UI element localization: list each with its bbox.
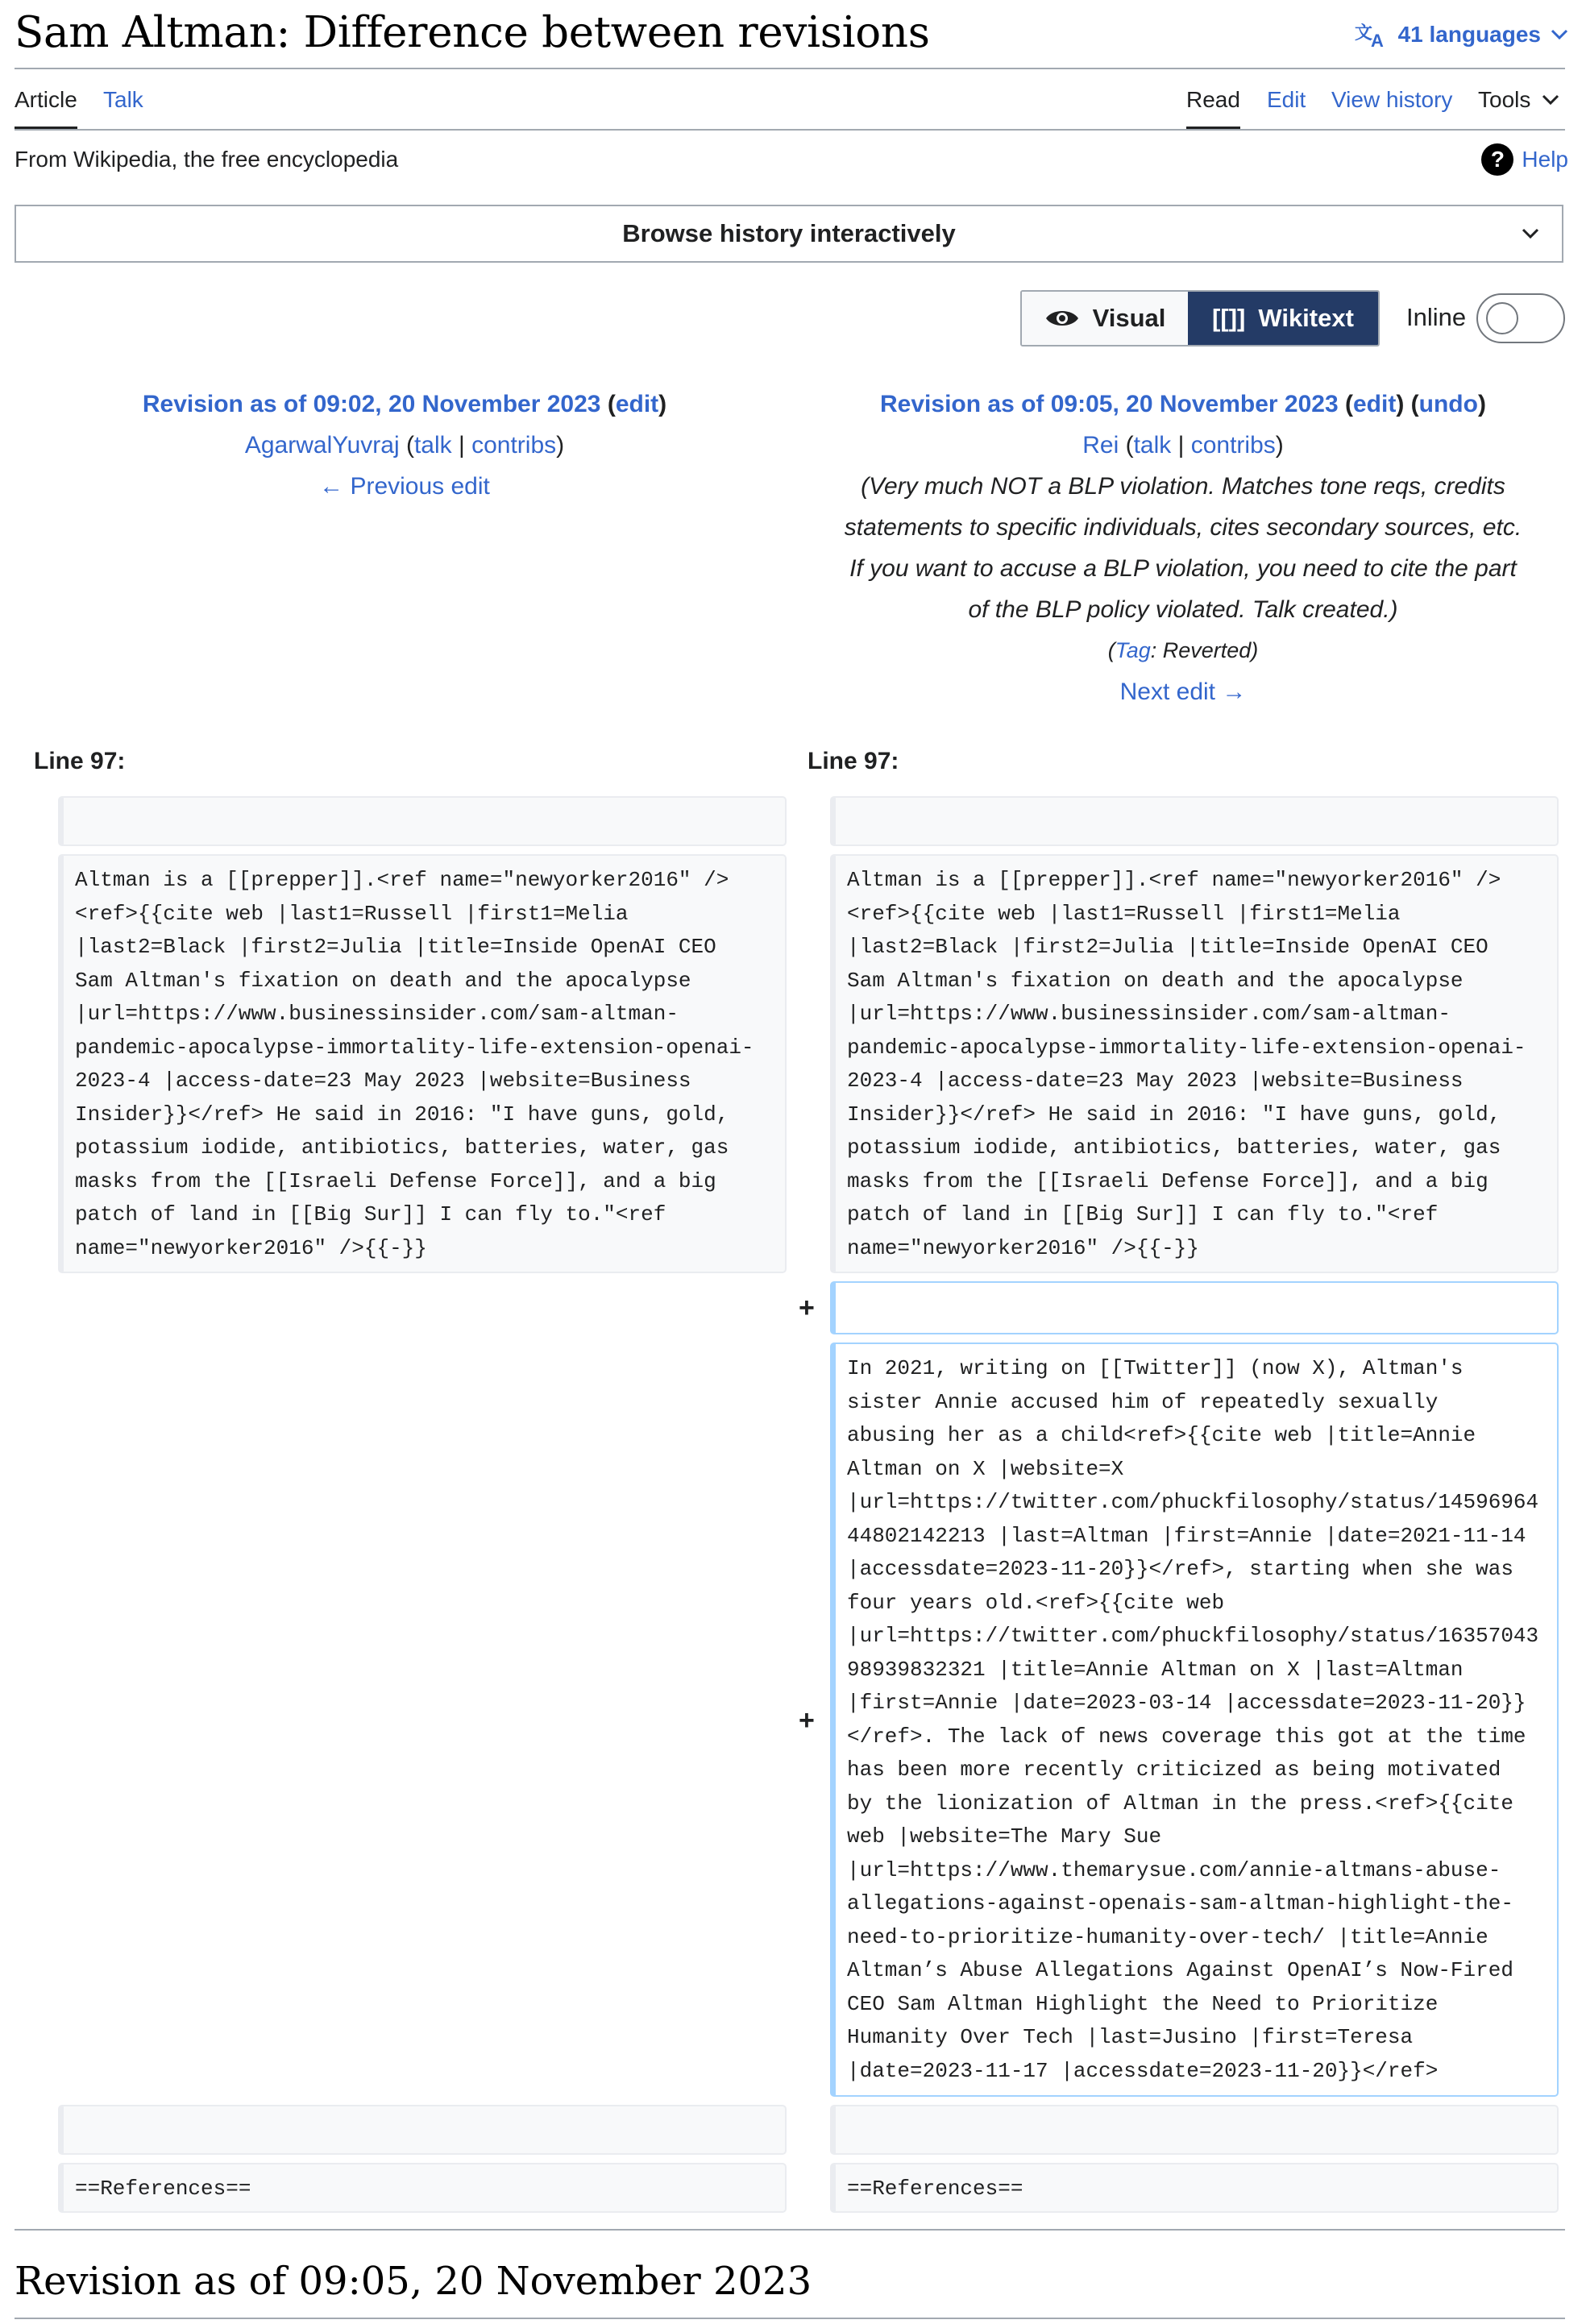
chevron-down-icon bbox=[1542, 94, 1559, 106]
help-icon: ? bbox=[1481, 143, 1513, 176]
browse-history-toggle[interactable] bbox=[15, 205, 1563, 263]
next-edit-link[interactable]: Next edit → bbox=[1119, 679, 1247, 705]
wikitext-icon: [[]] bbox=[1212, 304, 1246, 332]
left-talk-link[interactable]: talk bbox=[413, 432, 452, 459]
chevron-down-icon bbox=[1520, 222, 1541, 243]
right-user-link[interactable]: Rei bbox=[1082, 432, 1119, 459]
language-selector[interactable] bbox=[1355, 21, 1568, 48]
help-label: Help bbox=[1522, 147, 1568, 172]
left-context-paragraph: Altman is a [[prepper]].<ref name="newyorker2016" /> <ref>{{cite web |last1=Russell |first1=Melia |last2=Black |first2=Julia |title=Inside OpenAI CEO Sam Altman's fixation on death and the apocalypse |url=https://www.businessinsider.com/sam-altman- pandemic-apocalypse-immortality-life-extension-openai- 2023-4 |access-date=23 May 2023 |website=Business Insider}}</ref> He said in 2016: "I have guns, gold, potassium iodide, antibiotics, batteries, water, gas masks from the [[Israeli Defense Force]], and a big patch of land in [[Big Sur]] I can fly to."<ref name="newyorker2016" />{{-}} bbox=[58, 854, 787, 1273]
right-revision-link[interactable]: Revision as of 09:05, 20 November 2023 bbox=[880, 391, 1339, 417]
svg-text:文: 文 bbox=[1354, 23, 1372, 44]
translate-icon bbox=[1355, 21, 1389, 48]
right-contribs-link[interactable]: contribs bbox=[1190, 432, 1276, 459]
tab-edit[interactable]: Edit bbox=[1267, 87, 1306, 112]
wikitext-label: Wikitext bbox=[1258, 304, 1354, 332]
right-edit-link[interactable]: edit bbox=[1352, 391, 1397, 417]
browse-history-label: Browse history interactively bbox=[622, 219, 956, 247]
revision-tag bbox=[801, 630, 1565, 671]
previous-edit-link[interactable]: ← Previous edit bbox=[319, 473, 490, 500]
left-contribs-link[interactable]: contribs bbox=[471, 432, 557, 459]
tabs-divider bbox=[15, 129, 1565, 131]
left-revision-header: Revision as of 09:02, 20 November 2023 (edit) AgarwalYuvraj (talk | contribs) ← Previous edit bbox=[142, 391, 667, 500]
left-context-empty-2 bbox=[58, 2105, 787, 2155]
left-references-line: ==References== bbox=[58, 2163, 787, 2213]
help-link[interactable] bbox=[1481, 143, 1568, 176]
right-revision-header: Revision as of 09:05, 20 November 2023 (edit) (undo) Rei (talk | contribs) (Very much NOT a BLP violation. Matches tone reqs, credits statements to specific individuals, cites secondary sources, etc. If you want to accuse a BLP violation, you need to cite the part of the BLP policy violated. Talk created.) (Tag: Reverted) Next edit → bbox=[801, 384, 1565, 712]
tag-value: : Reverted) bbox=[1150, 638, 1259, 662]
svg-text:A: A bbox=[1370, 31, 1384, 48]
title-divider bbox=[15, 68, 1565, 69]
edit-summary: (Very much NOT a BLP violation. Matches tone reqs, credits statements to specific individuals, cites secondary sources, etc. If you want to accuse a BLP violation, you need to cite the part of the BLP policy violated. Talk created.) bbox=[844, 473, 1522, 623]
page-title: Sam Altman: Difference between revisions bbox=[15, 8, 930, 57]
tools-label: Tools bbox=[1478, 87, 1531, 112]
diff-view-switch bbox=[1020, 290, 1380, 347]
tag-open-paren: ( bbox=[1107, 638, 1115, 662]
undo-link[interactable]: undo bbox=[1418, 391, 1478, 417]
left-line-number: Line 97: bbox=[34, 748, 126, 774]
right-context-paragraph: Altman is a [[prepper]].<ref name="newyorker2016" /> <ref>{{cite web |last1=Russell |first1=Melia |last2=Black |first2=Julia |title=Inside OpenAI CEO Sam Altman's fixation on death and the apocalypse |url=https://www.businessinsider.com/sam-altman- pandemic-apocalypse-immortality-life-extension-openai- 2023-4 |access-date=23 May 2023 |website=Business Insider}}</ref> He said in 2016: "I have guns, gold, potassium iodide, antibiotics, batteries, water, gas masks from the [[Israeli Defense Force]], and a big patch of land in [[Big Sur]] I can fly to."<ref name="newyorker2016" />{{-}} bbox=[830, 854, 1559, 1273]
right-line-number: Line 97: bbox=[808, 748, 899, 774]
languages-label: 41 languages bbox=[1397, 22, 1541, 47]
left-edit-link[interactable]: edit bbox=[615, 391, 659, 417]
tag-link[interactable]: Tag bbox=[1115, 638, 1151, 662]
visual-label: Visual bbox=[1092, 304, 1166, 332]
tab-view-history[interactable]: View history bbox=[1331, 87, 1453, 112]
chevron-down-icon bbox=[1551, 29, 1568, 40]
bottom-divider bbox=[15, 2318, 1565, 2319]
added-marker: + bbox=[799, 1293, 815, 1323]
wikitext-button[interactable] bbox=[1188, 292, 1378, 345]
added-marker: + bbox=[799, 1705, 815, 1736]
inline-toggle[interactable] bbox=[1476, 293, 1565, 343]
revision-content-title: Revision as of 09:05, 20 November 2023 bbox=[15, 2259, 812, 2304]
right-context-empty-2 bbox=[830, 2105, 1559, 2155]
right-context-empty bbox=[830, 796, 1559, 846]
visual-button[interactable] bbox=[1022, 292, 1188, 345]
tools-menu[interactable] bbox=[1478, 87, 1559, 113]
eye-icon bbox=[1044, 307, 1080, 330]
added-paragraph: In 2021, writing on [[Twitter]] (now X), Altman's sister Annie accused him of repeatedly sexually abusing her as a child<ref>{{cite web |title=Annie Altman on X |website=X |url=https://twitter.com/phuckfilosophy/status/14596964 44802142213 |last=Altman |first=Annie |date=2021-11-14 |accessdate=2023-11-20}}</ref>, starting when she was four years old.<ref>{{cite web |url=https://twitter.com/phuckfilosophy/status/16357043 98939832321 |title=Annie Altman on X |last=Altman |first=Annie |date=2023-03-14 |accessdate=2023-11-20}} </ref>. The lack of news coverage this got at the time has been more recently criticized as being motivated by the lionization of Altman in the press.<ref>{{cite web |website=The Mary Sue |url=https://www.themarysue.com/annie-altmans-abuse- allegations-against-openais-sam-altman-highlight-the- need-to-prioritize-humanity-over-tech/ |title=Annie Altman’s Abuse Allegations Against OpenAI’s Now-Fired CEO Sam Altman Highlight the Need to Prioritize Humanity Over Tech |last=Jusino |first=Teresa |date=2023-11-17 |accessdate=2023-11-20}}</ref> bbox=[830, 1343, 1559, 2097]
tagline: From Wikipedia, the free encyclopedia bbox=[15, 147, 399, 172]
toggle-knob bbox=[1486, 302, 1518, 334]
inline-label: Inline bbox=[1406, 303, 1467, 331]
right-references-line: ==References== bbox=[830, 2163, 1559, 2213]
added-empty-line bbox=[830, 1281, 1559, 1334]
diff-bottom-divider bbox=[15, 2229, 1565, 2231]
tab-talk[interactable]: Talk bbox=[103, 87, 143, 112]
left-context-empty bbox=[58, 796, 787, 846]
tab-article[interactable]: Article bbox=[15, 87, 77, 112]
left-user-link[interactable]: AgarwalYuvraj bbox=[244, 432, 400, 459]
tab-read[interactable]: Read bbox=[1186, 87, 1240, 112]
right-talk-link[interactable]: talk bbox=[1133, 432, 1172, 459]
left-revision-link[interactable]: Revision as of 09:02, 20 November 2023 bbox=[142, 391, 601, 417]
